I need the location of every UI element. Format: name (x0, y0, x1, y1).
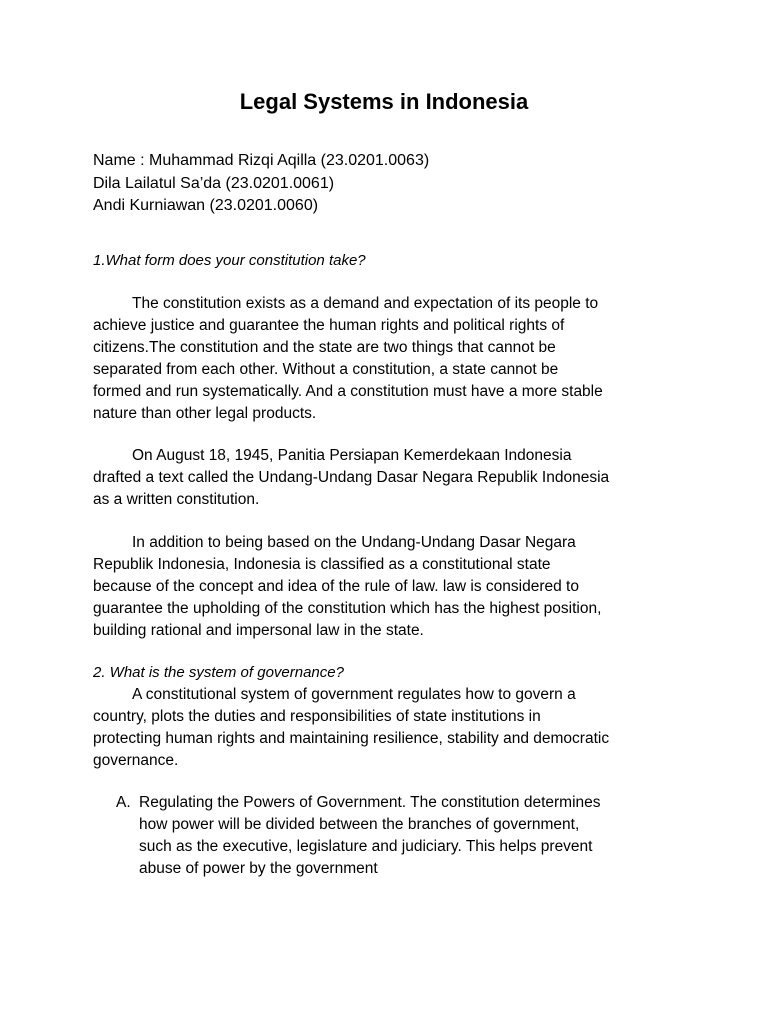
q1-paragraph-3 (93, 532, 683, 642)
paragraph-line: Republik Indonesia, Indonesia is classified as a constitutional state (93, 556, 551, 573)
document-title: Legal Systems in Indonesia (239, 89, 529, 114)
list-line: such as the executive, legislature and judiciary. This helps prevent (139, 838, 593, 855)
author-line: Dila Lailatul Sa’da (23.0201.0061) (93, 174, 335, 192)
paragraph-line: A constitutional system of government regulates how to govern a (132, 686, 576, 703)
q1-paragraph-2 (93, 445, 683, 511)
paragraph-line: In addition to being based on the Undang-Undang Dasar Negara (132, 534, 576, 551)
paragraph-line: The constitution exists as a demand and expectation of its people to (132, 295, 599, 312)
paragraph-line: achieve justice and guarantee the human rights and political rights of (93, 317, 565, 334)
author-line: Andi Kurniawan (23.0201.0060) (93, 197, 319, 214)
paragraph-line: citizens.The constitution and the state are two things that cannot be (93, 339, 556, 356)
question-2-heading: 2. What is the system of governance? (93, 664, 344, 681)
paragraph-line: building rational and impersonal law in the state. (93, 622, 424, 639)
paragraph-line: because of the concept and idea of the rule of law. law is considered to (93, 578, 579, 595)
paragraph-line: drafted a text called the Undang-Undang Dasar Negara Republik Indonesia (93, 469, 610, 486)
paragraph-line: formed and run systematically. And a constitution must have a more stable (93, 383, 603, 400)
paragraph-line: governance. (93, 752, 179, 769)
paragraph-line: country, plots the duties and responsibilities of state institutions in (93, 708, 541, 725)
author-line: Name : Muhammad Rizqi Aqilla (23.0201.0063) (93, 152, 430, 169)
paragraph-line: guarantee the upholding of the constitution which has the highest position, (93, 600, 602, 617)
author-list (93, 150, 429, 218)
paragraph-line: On August 18, 1945, Panitia Persiapan Kemerdekaan Indonesia (132, 447, 572, 464)
list-line: how power will be divided between the branches of government, (139, 816, 580, 833)
paragraph-line: protecting human rights and maintaining resilience, stability and democratic (93, 730, 610, 747)
paragraph-line: separated from each other. Without a constitution, a state cannot be (93, 361, 559, 378)
list-item-body (139, 792, 699, 880)
list-marker: A. (116, 794, 131, 811)
list-line: Regulating the Powers of Government. The constitution determines (139, 794, 601, 811)
question-1-heading: 1.What form does your constitution take? (93, 252, 366, 269)
q1-paragraph-1 (93, 293, 683, 425)
list-line: abuse of power by the government (139, 860, 378, 877)
paragraph-line: nature than other legal products. (93, 405, 317, 422)
q2-paragraph-1 (93, 684, 683, 772)
paragraph-line: as a written constitution. (93, 491, 260, 508)
